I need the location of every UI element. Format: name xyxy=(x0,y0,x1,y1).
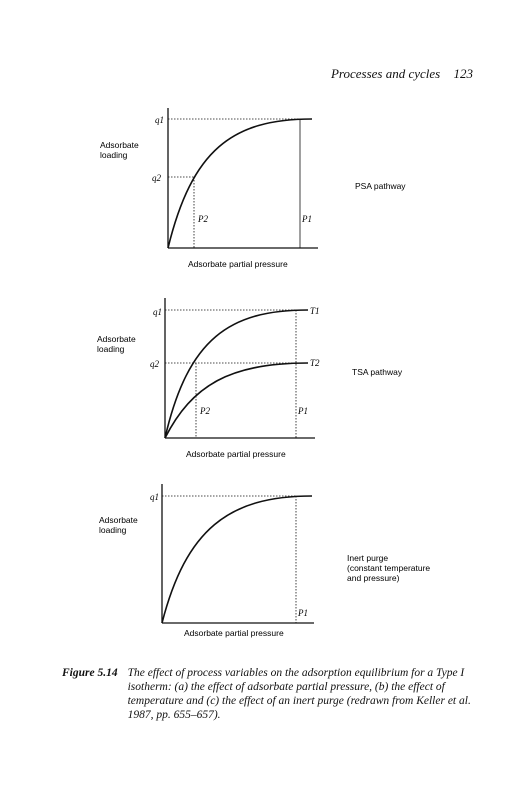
pathway-label: PSA pathway xyxy=(355,181,406,191)
q2-label: q2 xyxy=(152,173,161,183)
y-axis-label-line1: Adsorbate xyxy=(97,334,136,344)
p1-label: P1 xyxy=(302,214,312,224)
q1-label: q1 xyxy=(153,307,162,317)
y-axis-label-line1: Adsorbate xyxy=(100,140,139,150)
pathway-label: TSA pathway xyxy=(352,367,403,377)
q2-label: q2 xyxy=(150,359,159,369)
side-label-line2: (constant temperature xyxy=(347,563,431,573)
x-axis-label: Adsorbate partial pressure xyxy=(186,449,286,459)
p1-label: P1 xyxy=(298,406,308,416)
side-label-line3: and pressure) xyxy=(347,573,400,583)
t2-label: T2 xyxy=(310,358,320,368)
figure-label: Figure 5.14 xyxy=(62,667,118,679)
y-axis-label-line2: loading xyxy=(100,150,128,160)
isotherm-curve xyxy=(168,119,312,248)
page-number: 123 xyxy=(453,66,473,81)
side-label-line1: Inert purge xyxy=(347,553,389,563)
isotherm-curve xyxy=(162,496,312,623)
p1-label: P1 xyxy=(298,608,308,618)
q1-label: q1 xyxy=(155,115,164,125)
y-axis-label-line2: loading xyxy=(99,525,127,535)
running-title: Processes and cycles xyxy=(330,66,441,81)
q1-label: q1 xyxy=(150,492,159,502)
p2-label: P2 xyxy=(198,214,208,224)
y-axis-label-line1: Adsorbate xyxy=(99,515,138,525)
y-axis-label-line2: loading xyxy=(97,344,125,354)
isotherm-t1-curve xyxy=(165,310,308,438)
caption-text: The effect of process variables on the adsorption equilibrium for a Type I isotherm: (a) the effect of adsorbate partial pressure, (b) the effect of temperature and (c) the effect of an inert purge (redrawn from Keller et al. 1987, pp. 655–657). xyxy=(127,667,471,721)
panel-inert-purge xyxy=(99,484,430,638)
p2-label: P2 xyxy=(200,406,210,416)
figure-caption xyxy=(62,666,482,722)
x-axis-label: Adsorbate partial pressure xyxy=(184,628,284,638)
panel-psa xyxy=(100,108,406,269)
panel-tsa xyxy=(97,298,403,459)
x-axis-label: Adsorbate partial pressure xyxy=(188,259,288,269)
t1-label: T1 xyxy=(310,306,320,316)
